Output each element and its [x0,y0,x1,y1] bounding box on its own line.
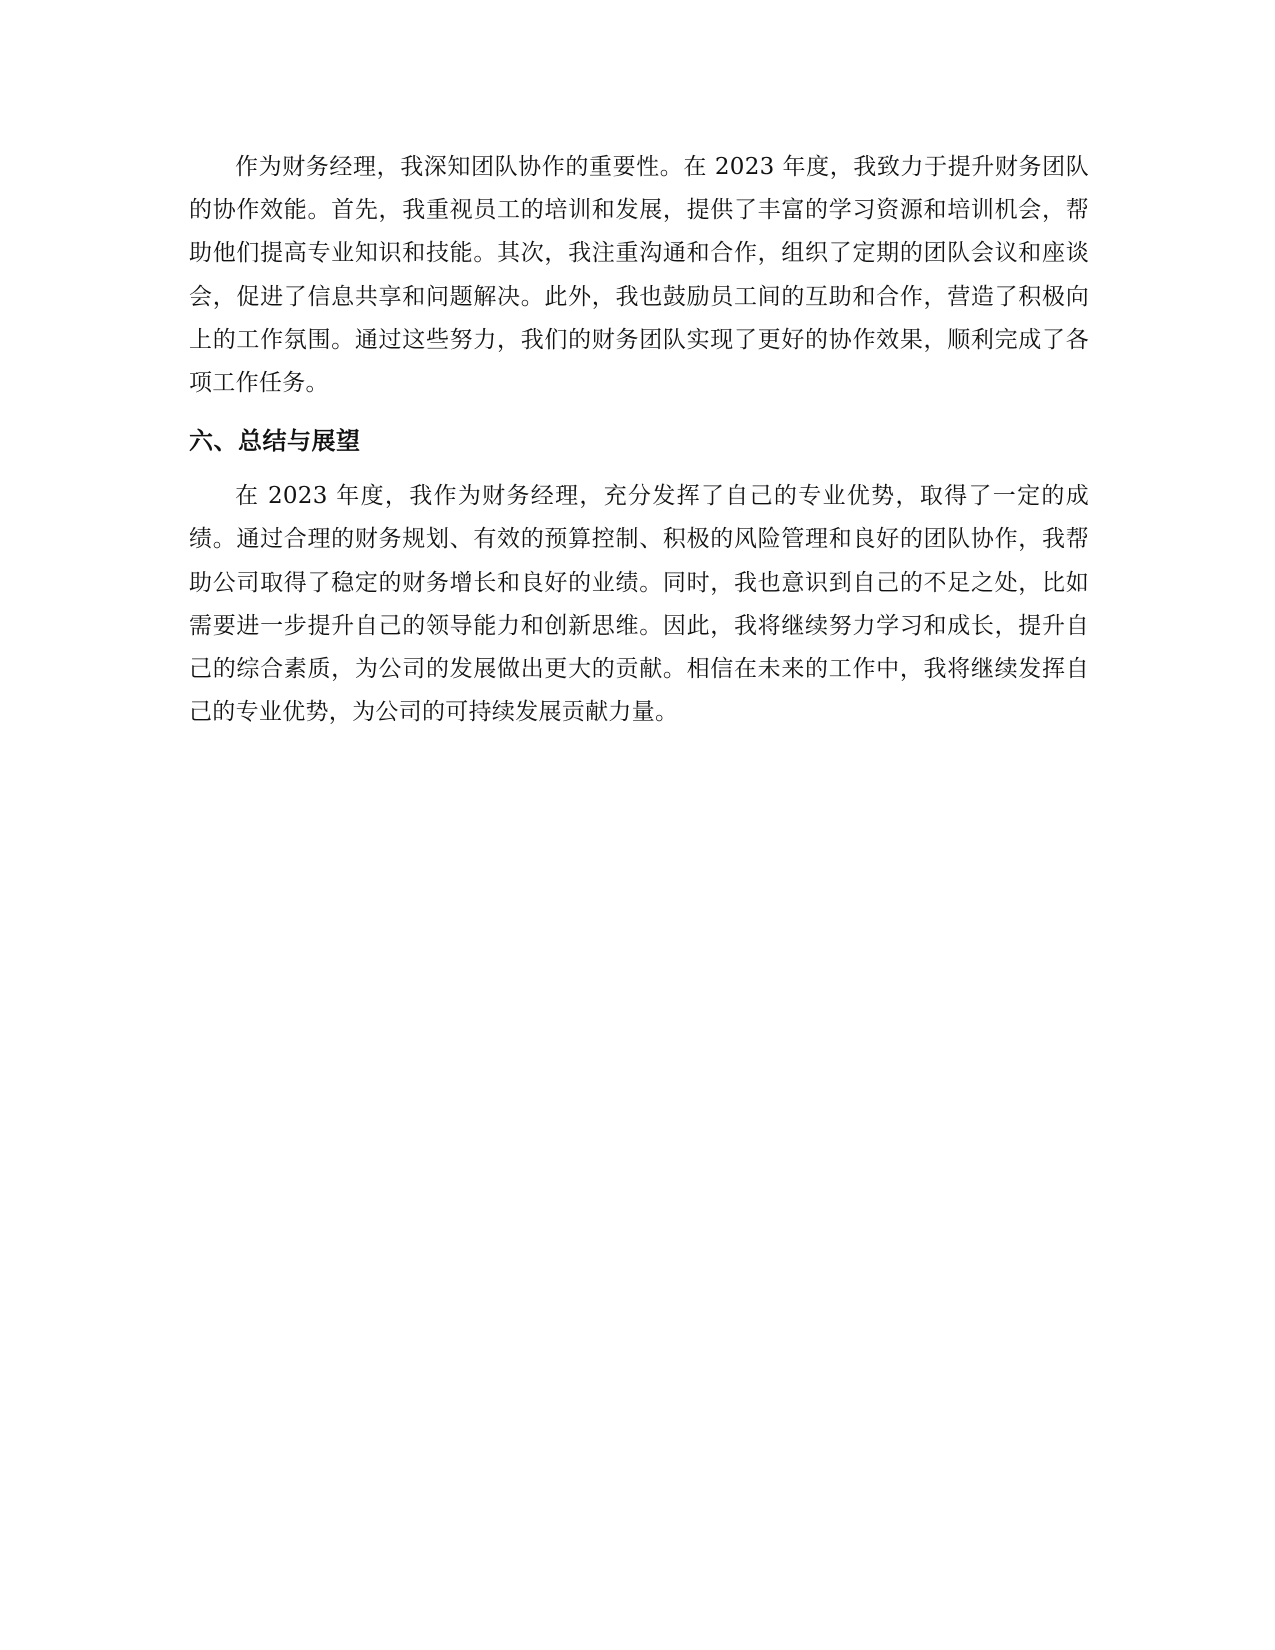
document-body [189,146,1089,734]
section-heading-summary: 六、总结与展望 [189,427,361,456]
team-collaboration-paragraph: 作为财务经理，我深知团队协作的重要性。在 2023 年度，我致力于提升财务团队的协作效能。首先，我重视员工的培训和发展，提供了丰富的学习资源和培训机会，帮助他们提高专业知识和技能。其次，我注重沟通和合作，组织了定期的团队会议和座谈会，促进了信息共享和问题解决。此外，我也鼓励员工间的互助和合作，营造了积极向上的工作氛围。通过这些努力，我们的财务团队实现了更好的协作效果，顺利完成了各项工作任务。 [189,154,1089,397]
summary-outlook-paragraph: 在 2023 年度，我作为财务经理，充分发挥了自己的专业优势，取得了一定的成绩。通过合理的财务规划、有效的预算控制、积极的风险管理和良好的团队协作，我帮助公司取得了稳定的财务增长和良好的业绩。同时，我也意识到自己的不足之处，比如需要进一步提升自己的领导能力和创新思维。因此，我将继续努力学习和成长，提升自己的综合素质，为公司的发展做出更大的贡献。相信在未来的工作中，我将继续发挥自己的专业优势，为公司的可持续发展贡献力量。 [189,483,1089,726]
